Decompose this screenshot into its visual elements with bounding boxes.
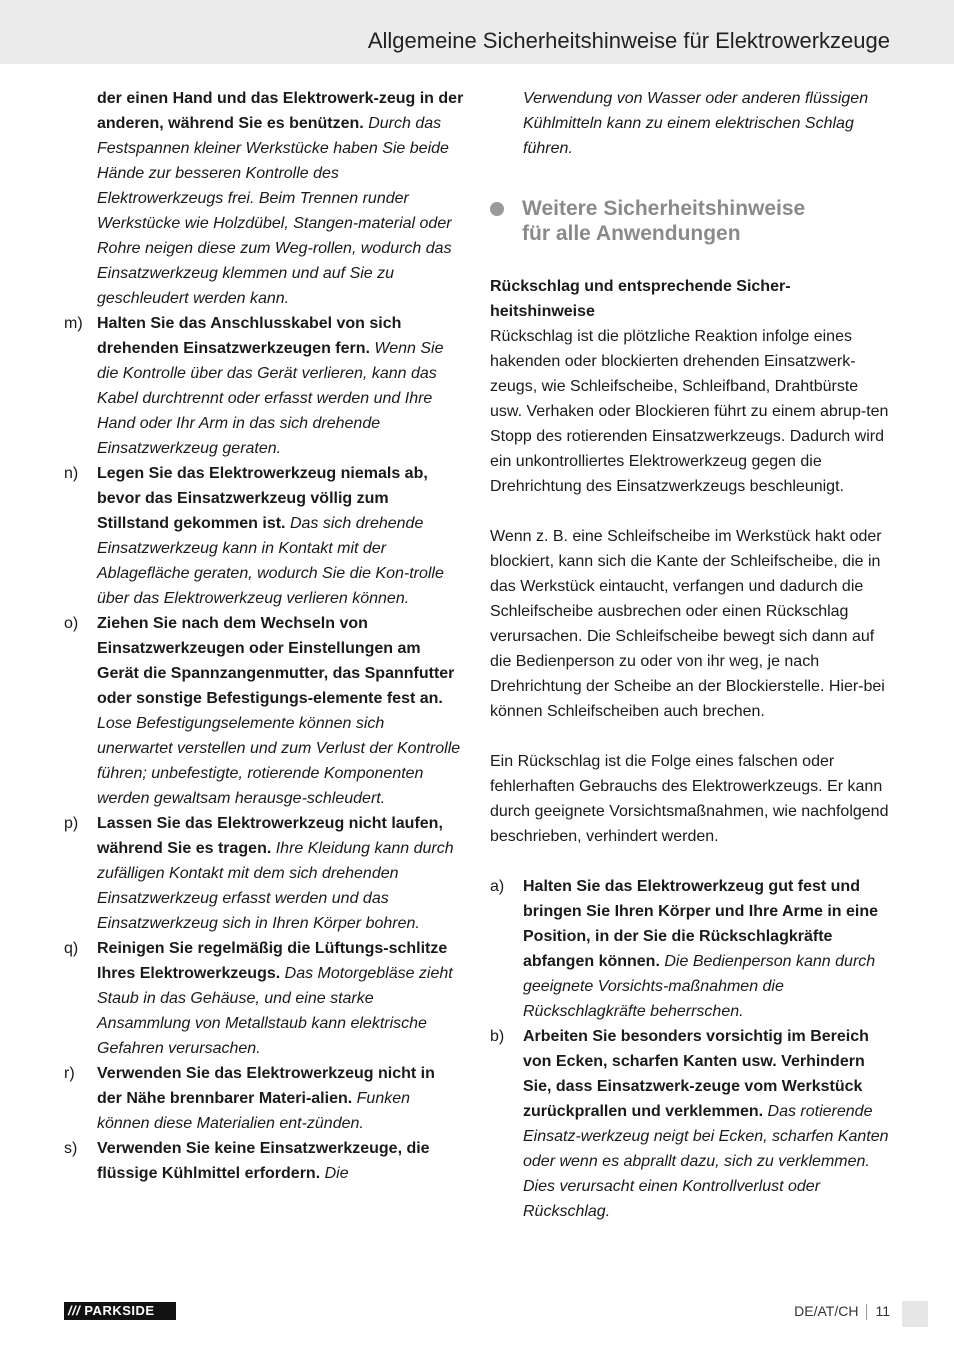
list-marker: r) [64, 1065, 75, 1082]
logo-text: PARKSIDE [84, 1303, 155, 1318]
list-marker: p) [64, 815, 79, 832]
list-item-p [64, 811, 464, 936]
list-item-o [64, 611, 464, 811]
list-marker: b) [490, 1028, 505, 1045]
list-item-continued [490, 86, 890, 161]
left-column [64, 86, 464, 1186]
page-footer [794, 1303, 890, 1320]
body-paragraph: Ein Rückschlag ist die Folge eines falschen oder fehlerhaften Gebrauchs des Elektrowerkzeugs. Er kann durch geeignete Vorsichtsmaßnahmen, wie nachfolgend beschrieben, verhindert werden. [490, 753, 889, 845]
instruction-bold: Halten Sie das Anschlusskabel von sich drehenden Einsatzwerkzeugen fern. [97, 315, 402, 357]
instruction-bold: Reinigen Sie regelmäßig die Lüftungs-schlitze Ihres Elektrowerkzeugs. [97, 940, 448, 982]
list-marker: o) [64, 615, 79, 632]
instruction-explanation: Funken können diese Materialien ent-zünden. [97, 1090, 411, 1132]
page-corner-box [902, 1301, 928, 1327]
instruction-explanation: Das rotierende Einsatz-werkzeug neigt bei Ecken, scharfen Kanten oder wenn es abprallt dazu, sich zu verklemmen. Dies verursacht einen Kontrollverlust oder Rückschlag. [523, 1103, 889, 1220]
instruction-explanation: Das Motorgebläse zieht Staub in das Gehäuse, und eine starke Ansammlung von Metallstaub kann elektrische Gefahren verursachen. [97, 965, 453, 1057]
list-item-r [64, 1061, 464, 1136]
list-item-n [64, 461, 464, 611]
section-heading [490, 196, 890, 246]
instruction-bold: Verwenden Sie keine Einsatzwerkzeuge, die flüssige Kühlmittel erfordern. [97, 1140, 430, 1182]
brand-logo [64, 1302, 176, 1320]
page-title: Allgemeine Sicherheitshinweise für Elektrowerkzeuge [367, 28, 890, 53]
instruction-bold: der einen Hand und das Elektrowerk-zeug in der anderen, während Sie es benützen. [97, 90, 464, 132]
instruction-bold: Halten Sie das Elektrowerkzeug gut fest und bringen Sie Ihren Körper und Ihre Arme in eine Position, in der Sie die Rückschlagkräfte abfangen können. [523, 878, 879, 970]
list-marker: m) [64, 315, 83, 332]
list-item [64, 86, 464, 311]
list-marker: s) [64, 1140, 78, 1157]
instruction-explanation: Die Bedienperson kann durch geeignete Vorsichts-maßnahmen die Rückschlagkräfte beherrschen. [523, 953, 876, 1020]
list-item-q [64, 936, 464, 1061]
body-paragraph: Rückschlag ist die plötzliche Reaktion infolge eines hakenden oder blockierten drehenden Einsatzwerk-zeugs, wie Schleifscheibe, Schleifband, Drahtbürste usw. Verhaken oder Blockieren führt zu einem abrup-ten Stopp des rotierenden Einsatzwerkzeugs. Dadurch wird ein unkontrolliertes Elektrowerkzeug gegen die Drehrichtung des Einsatzwerkzeugs beschleunigt. [490, 328, 889, 495]
instruction-bold: Lassen Sie das Elektrowerkzeug nicht laufen, während Sie es tragen. [97, 815, 443, 857]
page-number: 11 [875, 1303, 890, 1319]
list-marker: a) [490, 878, 505, 895]
list-item-b [490, 1024, 890, 1224]
instruction-explanation: Verwendung von Wasser oder anderen flüssigen Kühlmitteln kann zu einem elektrischen Schlag führen. [523, 90, 869, 157]
instruction-explanation: Lose Befestigungselemente können sich unerwartet verstellen und zum Verlust der Kontrolle führen; unbefestigte, rotierende Komponenten werden gewaltsam herausge-schleudert. [97, 715, 461, 807]
list-item-m [64, 311, 464, 461]
instruction-bold: Arbeiten Sie besonders vorsichtig im Bereich von Ecken, scharfen Kanten usw. Verhindern Sie, dass Einsatzwerk-zeuge vom Werkstück zurückprallen und verklemmen. [523, 1028, 869, 1120]
instruction-explanation: Die [324, 1165, 349, 1182]
section-heading-line: Weitere Sicherheitshinweise [522, 197, 806, 220]
list-marker: n) [64, 465, 79, 482]
instruction-bold: Verwenden Sie das Elektrowerkzeug nicht in der Nähe brennbarer Materi-alien. [97, 1065, 435, 1107]
section-heading-line: für alle Anwendungen [522, 222, 741, 245]
instruction-explanation: Durch das Festspannen kleiner Werkstücke haben Sie beide Hände zur besseren Kontrolle des Elektrowerkzeugs frei. Beim Trennen runder Werkstücke wie Holzdübel, Stangen-material oder Rohre neigen diese zum Weg-rollen, wodurch das Einsatzwerkzeug klemmen und auf Sie zu geschleudert werden kann. [97, 115, 452, 307]
bullet-icon [490, 202, 504, 216]
list-item-a [490, 874, 890, 1024]
instruction-bold: Ziehen Sie nach dem Wechseln von Einsatzwerkzeugen oder Einstellungen am Gerät die Spannzangenmutter, das Spannfutter oder sonstige Befestigungs-elemente fest an. [97, 615, 455, 707]
list-item-s [64, 1136, 464, 1186]
list-marker: q) [64, 940, 79, 957]
logo-stripes: /// [68, 1303, 81, 1318]
locale-label: DE/AT/CH [794, 1303, 859, 1319]
instruction-explanation: Das sich drehende Einsatzwerkzeug kann in Kontakt mit der Ablagefläche geraten, wodurch Sie die Kon-trolle über das Elektrowerkzeug verlieren können. [97, 515, 444, 607]
body-paragraph: Wenn z. B. eine Schleifscheibe im Werkstück hakt oder blockiert, kann sich die Kante der Schleifscheibe, die in das Werkstück eintaucht, verfangen und dadurch die Schleifscheibe ausbrechen oder einen Rückschlag verursachen. Die Schleifscheibe bewegt sich dann auf die Bedienperson zu oder von ihr weg, je nach Drehrichtung der Scheibe an der Blockierstelle. Hier-bei können Schleifscheiben auch brechen. [490, 528, 885, 720]
right-column [490, 86, 890, 1224]
subheading: Rückschlag und entsprechende Sicher-heitshinweise [490, 278, 791, 320]
footer-divider [866, 1304, 867, 1320]
instruction-explanation: Ihre Kleidung kann durch zufälligen Kontakt mit dem sich drehenden Einsatzwerkzeug erfasst werden und das Einsatzwerkzeug sich in Ihren Körper bohren. [97, 840, 454, 932]
instruction-explanation: Wenn Sie die Kontrolle über das Gerät verlieren, kann das Kabel durchtrennt oder erfasst werden und Ihre Hand oder Ihr Arm in das sich drehende Einsatzwerkzeug geraten. [97, 340, 444, 457]
instruction-bold: Legen Sie das Elektrowerkzeug niemals ab, bevor das Einsatzwerkzeug völlig zum Stillstand gekommen ist. [97, 465, 428, 532]
